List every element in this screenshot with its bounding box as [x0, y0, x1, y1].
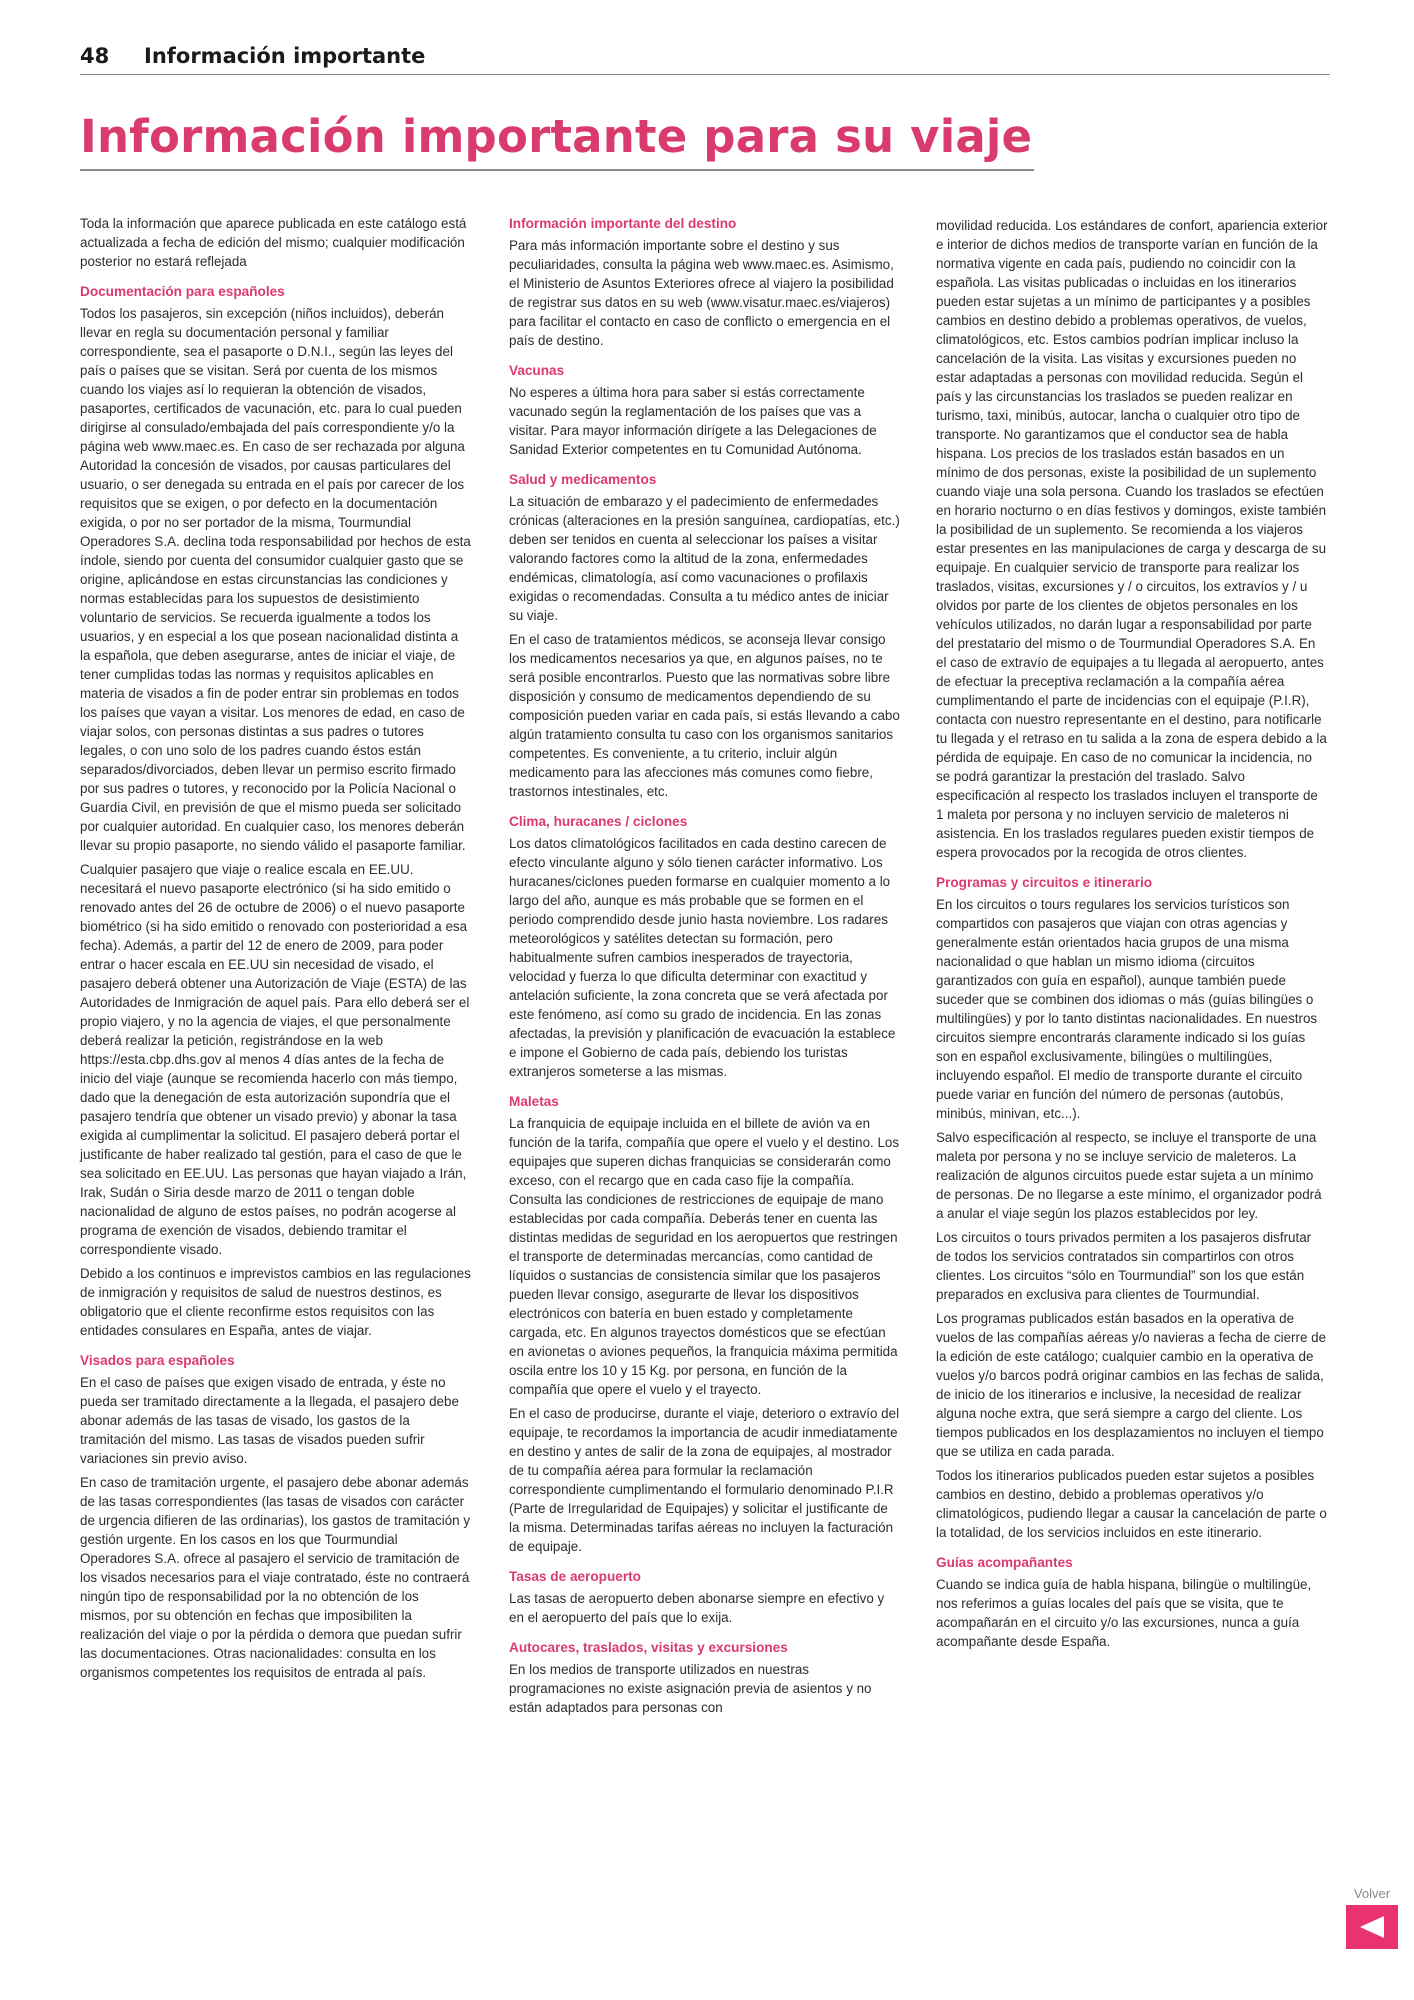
- section-heading: Visados para españoles: [80, 1353, 235, 1368]
- section-heading: Tasas de aeropuerto: [509, 1569, 641, 1584]
- section-heading: Guías acompañantes: [936, 1555, 1073, 1570]
- paragraph: En el caso de producirse, durante el viaje, deterioro o extravío del equipaje, te recordamos la importancia de acudir inmediatamente en destino y antes de salir de la zona de equipajes, al mostrador de tu compañía aérea para formular la reclamación correspondiente cumplimentando el formulario denominado P.I.R (Parte de Irregularidad de Equipajes) y solicitar el justificante de la misma. Determinadas tarifas aéreas no incluyen la facturación de equipaje.: [509, 1406, 900, 1554]
- paragraph: Salvo especificación al respecto, se incluye el transporte de una maleta por persona y no se incluye servicio de maleteros. La realización de algunos circuitos puede estar sujeta a un mínimo de personas. De no llegarse a este mínimo, el organizador podrá a anular el viaje según los plazos establecidos por ley.: [936, 1130, 1322, 1221]
- paragraph: movilidad reducida. Los estándares de confort, apariencia exterior e interior de dichos medios de transporte varían en función de la normativa vigente en cada país, pudiendo no coincidir con la española. Las visitas publicadas o incluidas en los itinerarios pueden estar sujetas a un mínimo de participantes y a posibles cambios en destino debido a problemas operativos, de vuelos, climatológicos, etc. Estos cambios podrían implicar incluso la cancelación de la visita. Las visitas y excursiones pueden no estar adaptadas a personas con movilidad reducida. Según el país y las circunstancias los traslados se pueden realizar en turismo, taxi, minibús, autocar, lancha o cualquier otro tipo de transporte. No garantizamos que el conductor sea de habla hispana. Los precios de los traslados están basados en un mínimo de dos personas, existe la posibilidad de un suplemento cuando viaje una sola persona. Cuando los traslados se efectúen en horario nocturno o en días festivos y domingos, existe también la posibilidad de un suplemento. Se recomienda a los viajeros estar presentes en las manipulaciones de carga y descarga de su equipaje. En cualquier servicio de transporte para realizar los traslados, visitas, excursiones y / o circuitos, los extravíos y / u olvidos por parte de los clientes de objetos personales en los vehículos utilizados, no darán lugar a responsabilidad por parte del prestatario del mismo o de Tourmundial Operadores S.A. En el caso de extravío de equipajes a tu llegada al aeropuerto, antes de efectuar la preceptiva reclamación a la compañía aérea cumplimentando el parte de incidencias con el equipaje (P.I.R), contacta con nuestro representante en el destino, para notificarle tu llegada y el retraso en tu salida a la zona de espera debido a la pérdida de equipaje. En caso de no comunicar la incidencia, no se podrá garantizar la prestación del traslado. Salvo especificación al respecto los traslados incluyen el transporte de 1 maleta por persona y no incluyen servicio de maleteros ni asistencia. En los traslados regulares pueden existir tiempos de espera provocados por la recogida de otros clientes.: [936, 218, 1328, 860]
- paragraph: La situación de embarazo y el padecimiento de enfermedades crónicas (alteraciones en la presión sanguínea, cardiopatías, etc.) deben ser tenidos en cuenta al seleccionar los países a visitar valorando factores como la altitud de la zona, enfermedades endémicas, climatología, así como vacunaciones o profilaxis exigidas o recomendadas. Consulta a tu médico antes de iniciar su viaje.: [509, 494, 900, 623]
- text-column-1: [80, 214, 472, 1687]
- section-heading: Documentación para españoles: [80, 284, 285, 299]
- text-column-3: [936, 216, 1328, 1656]
- paragraph: En caso de tramitación urgente, el pasajero debe abonar además de las tasas correspondientes (las tasas de visados con carácter de urgencia difieren de las ordinarias), los gastos de tramitación y gestión urgente. En los casos en los que Tourmundial Operadores S.A. ofrece al pasajero el servicio de tramitación de los visados necesarios para el viaje contratado, éste no contraerá ningún tipo de responsabilidad por la no obtención de los mismos, por su obtención en fechas que imposibiliten la realización del viaje o por la pérdida o demora que puedan sufrir las documentaciones. Otras nacionalidades: consulta en los organismos competentes los requisitos de entrada al país.: [80, 1475, 471, 1680]
- section-title: Información importante: [144, 44, 426, 68]
- section-heading: Salud y medicamentos: [509, 472, 657, 487]
- section-heading: Programas y circuitos e itinerario: [936, 875, 1153, 890]
- paragraph: En el caso de tratamientos médicos, se aconseja llevar consigo los medicamentos necesarios ya que, en algunos países, no te será posible encontrarlos. Puesto que las normativas sobre libre disposición y consumo de medicamentos dependiendo de su composición pueden variar en cada país, si estás llevando a cabo algún tratamiento consulta tu caso con los organismos sanitarios competentes. Es conveniente, a tu criterio, incluir algún medicamento para las afecciones más comunes como fiebre, trastornos intestinales, etc.: [509, 632, 900, 799]
- paragraph: Los programas publicados están basados en la operativa de vuelos de las compañías aéreas y/o navieras a fecha de cierre de la edición de este catálogo; cualquier cambio en la operativa de vuelos y/o barcos podrá originar cambios en las fechas de salida, de inicio de los itinerarios e inclusive, la necesidad de realizar alguna noche extra, que será siempre a cargo del cliente. Los tiempos publicados en los desplazamientos no incluyen el tiempo que se utiliza en cada parada.: [936, 1311, 1327, 1459]
- section-heading: Vacunas: [509, 363, 565, 378]
- paragraph: Toda la información que aparece publicada en este catálogo está actualizada a fecha de edición del mismo; cualquier modificación posterior no estará reflejada: [80, 216, 467, 269]
- paragraph: Debido a los continuos e imprevistos cambios en las regulaciones de inmigración y requisitos de salud de nuestros destinos, es obligatorio que el cliente reconfirme estos requisitos con las entidades consulares en España, antes de viajar.: [80, 1266, 471, 1338]
- section-heading: Maletas: [509, 1094, 559, 1109]
- paragraph: No esperes a última hora para saber si estás correctamente vacunado según la reglamentación de los países que vas a visitar. Para mayor información dirígete a las Delegaciones de Sanidad Exterior competentes en tu Comunidad Autónoma.: [509, 385, 877, 457]
- section-heading: Información importante del destino: [509, 216, 737, 231]
- paragraph: Las tasas de aeropuerto deben abonarse siempre en efectivo y en el aeropuerto del país que lo exija.: [509, 1591, 885, 1625]
- section-heading: Autocares, traslados, visitas y excursiones: [509, 1640, 788, 1655]
- paragraph: Para más información importante sobre el destino y sus peculiaridades, consulta la página web www.maec.es. Asimismo, el Ministerio de Asuntos Exteriores ofrece al viajero la posibilidad de registrar sus datos en su web (www.visatur.maec.es/viajeros) para facilitar el contacto en caso de conflicto o emergencia en el país de destino.: [509, 238, 894, 348]
- paragraph: Los circuitos o tours privados permiten a los pasajeros disfrutar de todos los servicios contratados sin compartirlos con otros clientes. Los circuitos “sólo en Tourmundial” son los que están preparados en exclusiva para clientes de Tourmundial.: [936, 1230, 1312, 1302]
- page-number: 48: [80, 44, 110, 68]
- paragraph: Cualquier pasajero que viaje o realice escala en EE.UU. necesitará el nuevo pasaporte electrónico (si ha sido emitido o renovado antes del 26 de octubre de 2006) o el nuevo pasaporte biométrico (si ha sido emitido o renovado con posterioridad a esa fecha). Además, a partir del 12 de enero de 2009, para poder entrar o hacer escala en EE.UU sin necesidad de visado, el pasajero deberá obtener una Autorización de Viaje (ESTA) de las Autoridades de Inmigración de aquel país. Para ello deberá ser el propio viajero, y no la agencia de viajes, el que personalmente deberá realizar la petición, registrándose en la web https://esta.cbp.dhs.gov al menos 4 días antes de la fecha de inicio del viaje (aunque se recomienda hacerlo con más tiempo, dado que la denegación de esta autorización supondría que el pasajero tendría que obtener un visado previo) y abonar la tasa exigida al cumplimentar la solicitud. El pasajero deberá portar el justificante de haber realizado tal gestión, para el caso de que le sea solicitado en EE.UU. Las personas que hayan viajado a Irán, Irak, Sudán o Siria desde marzo de 2011 o tengan doble nacionalidad de alguno de estos países, no podrán acogerse al programa de exención de visados, debiendo tramitar el correspondiente visado.: [80, 862, 470, 1257]
- paragraph: Cuando se indica guía de habla hispana, bilingüe o multilingüe, nos referimos a guías locales del país que se visita, que te acompañarán en el circuito y/o las excursiones, nunca a guía acompañante desde España.: [936, 1577, 1312, 1649]
- back-navigation[interactable]: [1342, 1886, 1402, 1949]
- paragraph: En el caso de países que exigen visado de entrada, y éste no pueda ser tramitado directamente a la llegada, el pasajero debe abonar además de las tasas de visado, los gastos de la tramitación del mismo. Las tasas de visados pueden sufrir variaciones sin previo aviso.: [80, 1375, 459, 1466]
- text-column-2: [509, 214, 901, 1722]
- back-button[interactable]: [1346, 1905, 1398, 1949]
- paragraph: Todos los itinerarios publicados pueden estar sujetos a posibles cambios en destino, debido a problemas operativos y/o climatológicos, pudiendo llegar a causar la cancelación de parte o la totalidad, de los servicios incluidos en este itinerario.: [936, 1468, 1327, 1540]
- paragraph: En los medios de transporte utilizados en nuestras programaciones no existe asignación previa de asientos y no están adaptados para personas con: [509, 1662, 872, 1715]
- page-header: [80, 44, 1330, 75]
- paragraph: Todos los pasajeros, sin excepción (niños incluidos), deberán llevar en regla su documentación personal y familiar correspondiente, sea el pasaporte o D.N.I., según las leyes del país o países que se visitan. Será por cuenta de los mismos cuando los viajes así lo requieran la obtención de visados, pasaportes, certificados de vacunación, etc. para lo cual pueden dirigirse al consulado/embajada del país correspondiente y/o la página web www.maec.es. En caso de ser rechazada por alguna Autoridad la concesión de visados, por causas particulares del usuario, o ser denegada su entrada en el país por carecer de los requisitos que se exigen, o por defecto en la documentación exigida, o por no ser portador de la misma, Tourmundial Operadores S.A. declina toda responsabilidad por hechos de esta índole, siendo por cuenta del consumidor cualquier gasto que se origine, aplicándose en estas circunstancias las condiciones y normas establecidas para los supuestos de desistimiento voluntario de servicios. Se recuerda igualmente a todos los usuarios, y en especial a los que posean nacionalidad distinta a la española, que deben asegurarse, antes de iniciar el viaje, de tener cumplidas todas las normas y requisitos aplicables en materia de visados a fin de poder entrar sin problemas en todos los países que vayan a visitar. Los menores de edad, en caso de viajar solos, con personas distintas a sus padres o tutores legales, o con uno solo de los padres cuando éstos están separados/divorciados, deben llevar un permiso escrito firmado por sus padres o tutores, y reconocido por la Policía Nacional o Guardia Civil, en previsión de que el mismo pueda ser solicitado por cualquier autoridad. En cualquier caso, los menores deberán llevar su propio pasaporte, no siendo válido el pasaporte familiar.: [80, 306, 471, 853]
- paragraph: Los datos climatológicos facilitados en cada destino carecen de efecto vinculante alguno y sólo tienen carácter informativo. Los huracanes/ciclones pueden formarse en cualquier momento a lo largo del año, aunque es más probable que se formen en el periodo comprendido desde junio hasta noviembre. Los radares meteorológicos y satélites detectan su formación, pero habitualmente sufren cambios inesperados de trayectoria, velocidad y fuerza lo que dificulta determinar con exactitud y antelación suficiente, la zona concreta que se verá afectada por este fenómeno, así como su grado de incidencia. En las zonas afectadas, la previsión y planificación de evacuación la establece e impone el Gobierno de cada país, debiendo los turistas extranjeros someterse a las mismas.: [509, 836, 896, 1079]
- paragraph: La franquicia de equipaje incluida en el billete de avión va en función de la tarifa, compañía que opere el vuelo y el destino. Los equipajes que superen dichas franquicias se considerarán como exceso, con el recargo que en cada caso fije la compañía. Consulta las condiciones de restricciones de equipaje de mano establecidas por cada compañía. Deberás tener en cuenta las distintas medidas de seguridad en los aeropuertos que restringen el transporte de determinadas mercancías, como cantidad de líquidos o sustancias de consistencia similar que los pasajeros pueden llevar consigo, asegurarte de llevar los dispositivos electrónicos con batería en buen estado y completamente cargada, etc. En algunos trayectos domésticos que se efectúan en avionetas o aviones pequeños, la franquicia máxima permitida oscila entre los 10 y 15 Kg. por persona, en función de la compañía que opere el vuelo y el trayecto.: [509, 1116, 900, 1397]
- page-title: Información importante para su viaje: [80, 110, 1034, 171]
- back-label[interactable]: Volver: [1353, 1886, 1391, 1901]
- paragraph: En los circuitos o tours regulares los servicios turísticos son compartidos con pasajeros que viajan con otras agencias y generalmente están orientados hacia grupos de una misma nacionalidad o que hablan un mismo idioma (circuitos garantizados con guía en español), aunque también puede suceder que se combinen dos idiomas o más (guías bilingües o multilingües) y por lo tanto distintas nacionalidades. En nuestros circuitos siempre encontrarás claramente indicado si los guías son en español exclusivamente, bilingües o multilingües, incluyendo español. El medio de transporte durante el circuito puede variar en función del número de personas (autobús, minibús, minivan, etc...).: [936, 897, 1318, 1121]
- section-heading: Clima, huracanes / ciclones: [509, 814, 688, 829]
- arrow-left-icon: [1360, 1916, 1384, 1938]
